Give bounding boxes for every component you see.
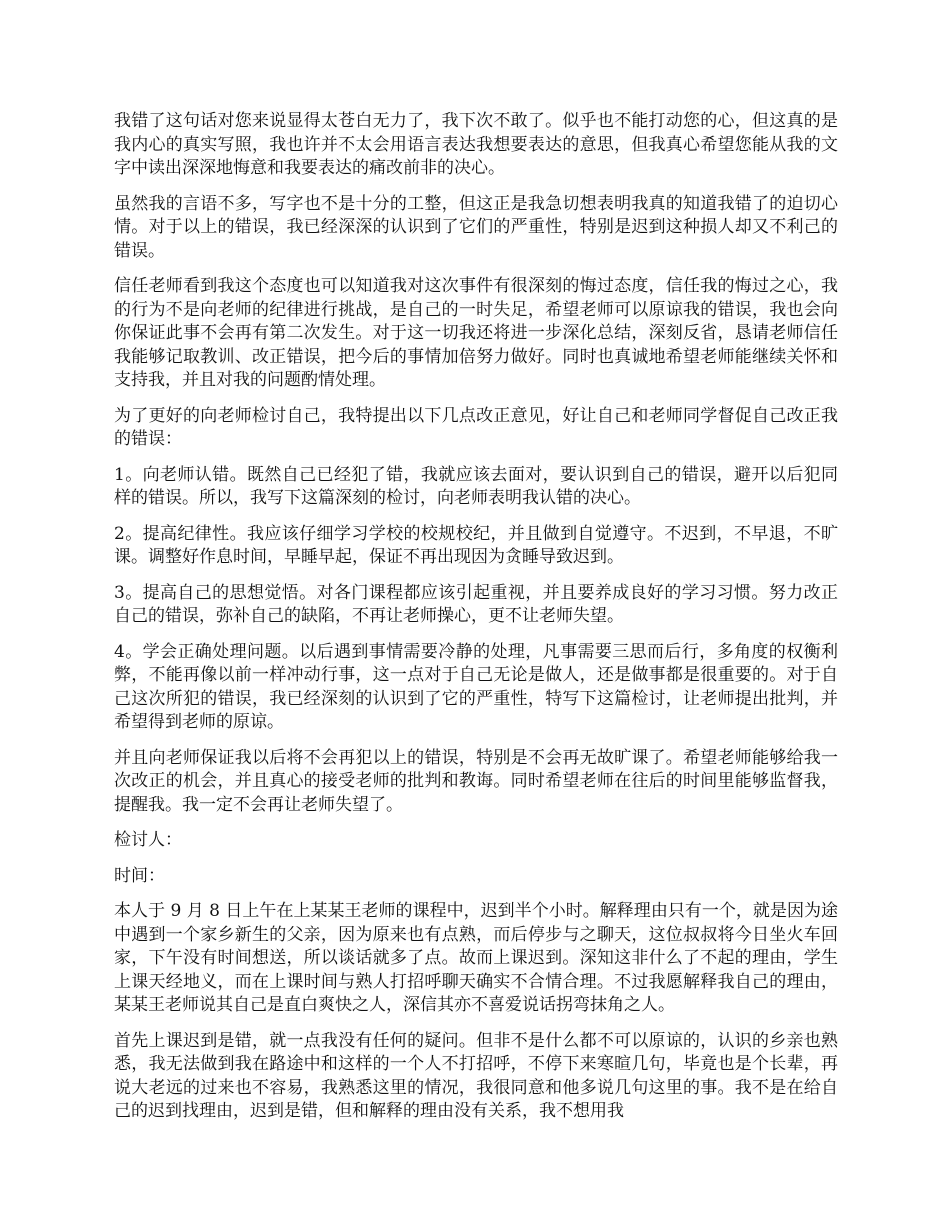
paragraph: 并且向老师保证我以后将不会再犯以上的错误，特别是不会再无故旷课了。希望老师能够给我一次改正的机会，并且真心的接受老师的批判和教诲。同时希望老师在往后的时间里能够监督我，提醒我。我一定不会再让老师失望了。 xyxy=(114,747,838,815)
paragraph: 为了更好的向老师检讨自己，我特提出以下几点改正意见，好让自己和老师同学督促自己改正我的错误： xyxy=(114,405,838,449)
paragraph: 我错了这句话对您来说显得太苍白无力了，我下次不敢了。似乎也不能打动您的心，但这真的是我内心的真实写照，我也许并不太会用语言表达我想要表达的意思，但我真心希望您能从我的文字中读出深深地悔意和我要表达的痛改前非的决心。 xyxy=(114,111,838,178)
signature-label: 检讨人： xyxy=(114,830,182,850)
date-label: 时间： xyxy=(114,865,165,886)
list-item-3: 3。提高自己的思想觉悟。对各门课程都应该引起重视，并且要养成良好的学习习惯。努力改正自己的错误，弥补自己的缺陷，不再让老师操心，更不让老师失望。 xyxy=(114,582,838,626)
paragraph: 信任老师看到我这个态度也可以知道我对这次事件有很深刻的悔过态度，信任我的悔过之心，我的行为不是向老师的纪律进行挑战，是自己的一时失足，希望老师可以原谅我的错误，我也会向你保证此事不会再有第二次发生。对于这一切我还将进一步深化总结，深刻反省，恳请老师信任我能够记取教训、改正错误，把今后的事情加倍努力做好。同时也真诚地希望老师能继续关怀和支持我，并且对我的问题酌情处理。 xyxy=(114,276,838,390)
paragraph: 本人于 9 月 8 日上午在上某某王老师的课程中，迟到半个小时。解释理由只有一个，就是因为途中遇到一个家乡新生的父亲，因为原来也有点熟，而后停步与之聊天，这位叔叔将今日坐火车回家，下午没有时间想送，所以谈话就多了点。故而上课迟到。深知这非什么了不起的理由，学生上课天经地义，而在上课时间与熟人打招呼聊天确实不合情合理。不过我愿解释我自己的理由，某某王老师说其自己是直白爽快之人，深信其亦不喜爱说话拐弯抹角之人。 xyxy=(114,901,838,1015)
list-item-1: 1。向老师认错。既然自己已经犯了错，我就应该去面对，要认识到自己的错误，避开以后犯同样的错误。所以，我写下这篇深刻的检讨，向老师表明我认错的决心。 xyxy=(114,464,838,508)
document-body xyxy=(114,110,838,1136)
paragraph: 虽然我的言语不多，写字也不是十分的工整，但这正是我急切想表明我真的知道我错了的迫切心情。对于以上的错误，我已经深深的认识到了它们的严重性，特别是迟到这种损人却又不利己的错误。 xyxy=(114,193,838,261)
paragraph: 首先上课迟到是错，就一点我没有任何的疑问。但非不是什么都不可以原谅的，认识的乡亲也熟悉，我无法做到我在路途中和这样的一个人不打招呼，不停下来寒暄几句，毕竟也是个长辈，再说大老远的过来也不容易，我熟悉这里的情况，我很同意和他多说几句这里的事。我不是在给自己的迟到找理由，迟到是错，但和解释的理由没有关系，我不想用我 xyxy=(114,1030,838,1121)
list-item-4: 4。学会正确处理问题。以后遇到事情需要冷静的处理，凡事需要三思而后行，多角度的权衡利弊，不能再像以前一样冲动行事，这一点对于自己无论是做人，还是做事都是很重要的。对于自己这次所犯的错误，我已经深刻的认识到了它的严重性，特写下这篇检讨，让老师提出批判，并希望得到老师的原谅。 xyxy=(114,641,838,732)
list-item-2: 2。提高纪律性。我应该仔细学习学校的校规校纪，并且做到自觉遵守。不迟到，不早退，不旷课。调整好作息时间，早睡早起，保证不再出现因为贪睡导致迟到。 xyxy=(114,523,838,567)
